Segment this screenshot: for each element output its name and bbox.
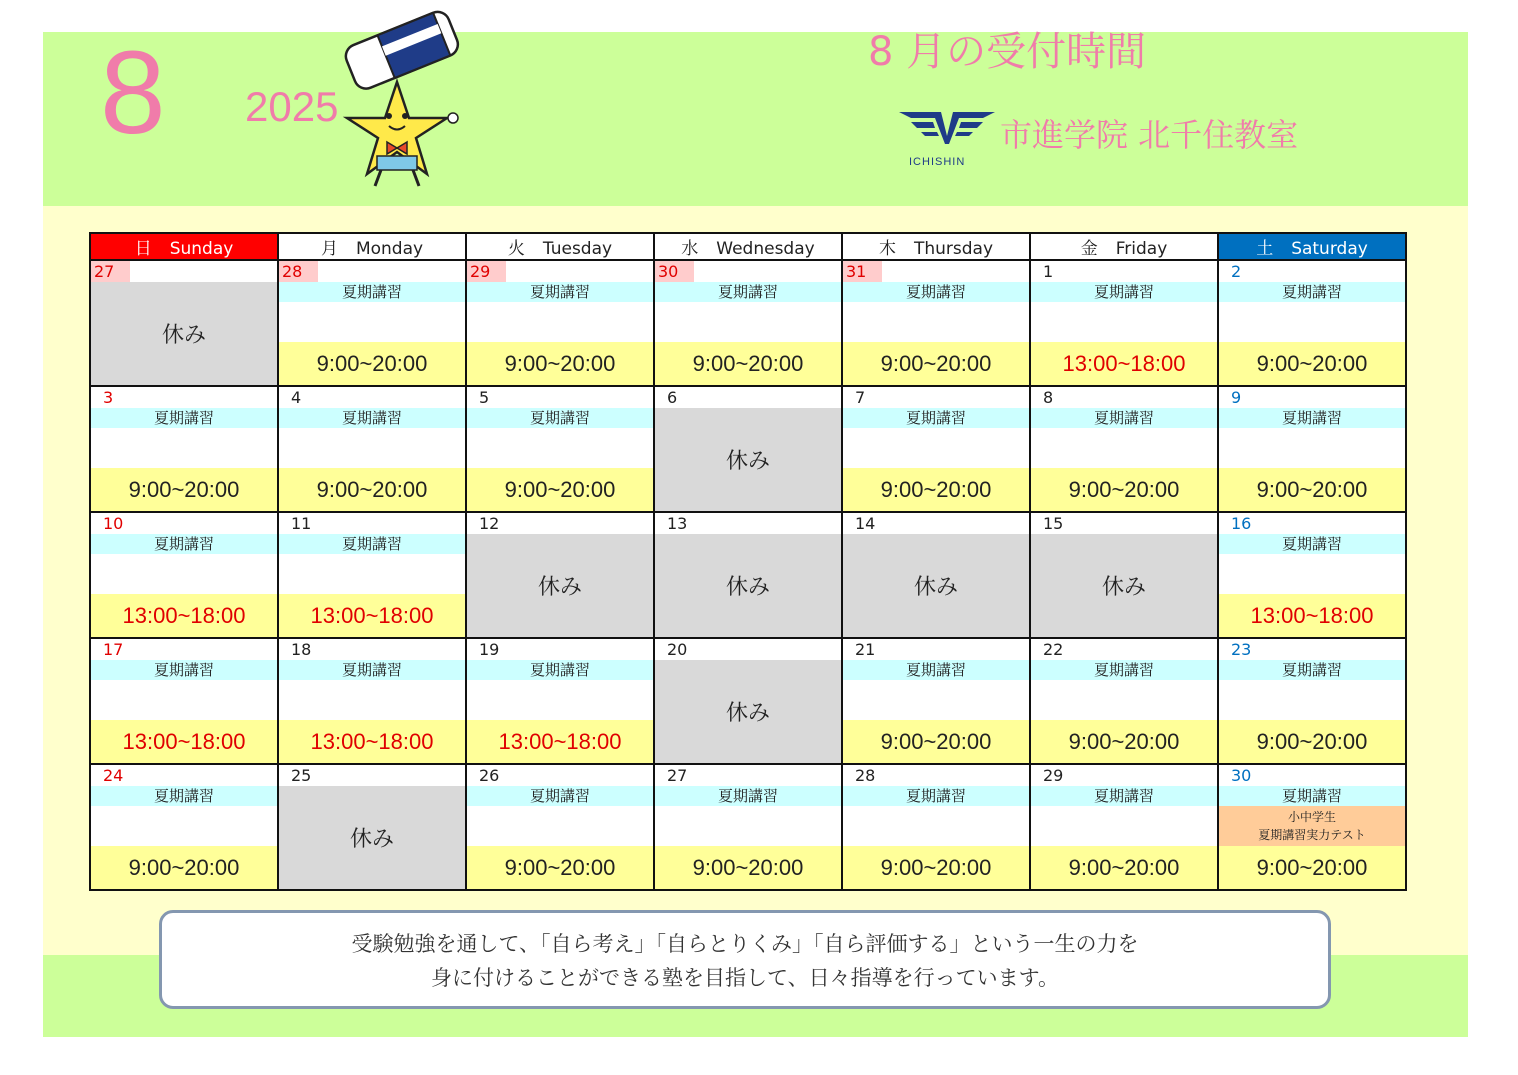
year-label: 2025 (245, 83, 339, 130)
weekday-en: Thursday (913, 239, 994, 259)
weekday-jp: 金 (1080, 239, 1098, 259)
course-label: 夏期講習 (1219, 660, 1405, 680)
day-number: 13 (667, 514, 688, 533)
note-area (1031, 806, 1217, 846)
note-area (655, 806, 841, 846)
day-number-row (1219, 639, 1405, 660)
calendar-day-cell (1218, 638, 1406, 764)
course-label: 夏期講習 (843, 786, 1029, 806)
note-area (1219, 302, 1405, 342)
weekday-jp: 火 (507, 239, 525, 259)
course-label: 夏期講習 (843, 282, 1029, 302)
reception-hours: 9:00~20:00 (1219, 846, 1405, 889)
day-number: 21 (855, 640, 876, 659)
day-number-row (467, 261, 653, 282)
course-label: 夏期講習 (1031, 660, 1217, 680)
note-area (91, 554, 277, 594)
day-number: 10 (103, 514, 124, 533)
day-number-row (1031, 765, 1217, 786)
reception-hours: 9:00~20:00 (91, 846, 277, 889)
weekday-header (90, 233, 278, 260)
note-area (843, 806, 1029, 846)
day-number: 30 (1231, 766, 1252, 785)
weekday-header-row (90, 233, 1406, 260)
reception-hours: 9:00~20:00 (467, 468, 653, 511)
short-hours: 13:00~18:00 (1031, 342, 1217, 385)
note-area (279, 302, 465, 342)
day-number-row (843, 765, 1029, 786)
calendar-day-cell (654, 512, 842, 638)
day-number: 3 (103, 388, 114, 407)
day-number-row (1219, 765, 1405, 786)
calendar-day-cell (842, 386, 1030, 512)
calendar-week-row (90, 386, 1406, 512)
course-label: 夏期講習 (467, 786, 653, 806)
course-label: 夏期講習 (279, 660, 465, 680)
reception-hours: 9:00~20:00 (91, 468, 277, 511)
motto-line-2: 身に付けることができる塾を目指して、日々指導を行っています。 (431, 966, 1059, 990)
reception-hours: 9:00~20:00 (1219, 720, 1405, 763)
calendar-day-cell (842, 764, 1030, 890)
calendar-day-cell (278, 512, 466, 638)
day-number: 9 (1231, 388, 1242, 407)
day-number: 28 (855, 766, 876, 785)
weekday-header (654, 233, 842, 260)
ichishin-logo (897, 106, 997, 168)
reception-hours: 9:00~20:00 (1219, 342, 1405, 385)
weekday-en: Friday (1115, 239, 1168, 259)
note-area (279, 428, 465, 468)
note-area (467, 680, 653, 720)
day-number-row (467, 639, 653, 660)
note-area (91, 680, 277, 720)
day-number-row (91, 765, 277, 786)
calendar-day-cell (278, 260, 466, 386)
day-number-row (91, 261, 277, 282)
calendar-day-cell (1030, 764, 1218, 890)
day-number: 29 (1043, 766, 1064, 785)
day-number-row (467, 513, 653, 534)
previous-month-date: 30 (655, 261, 694, 282)
reception-hours: 9:00~20:00 (279, 342, 465, 385)
calendar-day-cell (466, 764, 654, 890)
course-label: 夏期講習 (91, 534, 277, 554)
day-number-row (279, 513, 465, 534)
note-area (1031, 680, 1217, 720)
note-area (843, 302, 1029, 342)
day-number: 8 (1043, 388, 1054, 407)
calendar-day-cell (466, 386, 654, 512)
logo-text: ICHISHIN (909, 156, 966, 168)
course-label: 夏期講習 (843, 660, 1029, 680)
calendar-day-cell (466, 638, 654, 764)
day-number-row (91, 639, 277, 660)
day-number: 25 (291, 766, 312, 785)
short-hours: 13:00~18:00 (467, 720, 653, 763)
weekday-jp: 水 (681, 239, 699, 259)
calendar-day-cell (1218, 512, 1406, 638)
day-number: 12 (479, 514, 500, 533)
weekday-en: Sunday (169, 239, 234, 259)
short-hours: 13:00~18:00 (1219, 594, 1405, 637)
weekday-jp: 月 (320, 239, 338, 259)
note-area (843, 428, 1029, 468)
calendar-day-cell (654, 638, 842, 764)
calendar-day-cell (1218, 764, 1406, 890)
closed-label: 休み (1031, 534, 1217, 637)
calendar-day-cell (466, 512, 654, 638)
day-number-row (1219, 261, 1405, 282)
day-number-row (655, 639, 841, 660)
calendar-day-cell (654, 260, 842, 386)
eraser-star-mascot-icon (325, 6, 485, 196)
note-area (843, 680, 1029, 720)
note-area (1219, 554, 1405, 594)
course-label: 夏期講習 (1031, 408, 1217, 428)
previous-month-date: 31 (843, 261, 882, 282)
page-title: 8 月の受付時間 (868, 29, 1147, 75)
reception-hours: 9:00~20:00 (1031, 846, 1217, 889)
course-label: 夏期講習 (1031, 786, 1217, 806)
previous-month-date: 28 (279, 261, 318, 282)
day-number-row (467, 765, 653, 786)
day-number-row (1031, 639, 1217, 660)
calendar-week-row (90, 764, 1406, 890)
day-number-row (279, 387, 465, 408)
course-label: 夏期講習 (279, 282, 465, 302)
calendar-day-cell (842, 638, 1030, 764)
reception-hours: 9:00~20:00 (1031, 720, 1217, 763)
note-area (467, 428, 653, 468)
exam-note (1219, 806, 1405, 846)
school-motto-box (159, 910, 1331, 1009)
month-calendar (89, 232, 1407, 891)
day-number: 19 (479, 640, 500, 659)
exam-note-line: 小中学生 (1287, 810, 1336, 824)
weekday-jp: 木 (878, 239, 896, 259)
note-area (1031, 428, 1217, 468)
weekday-header (1218, 233, 1406, 260)
day-number-row (843, 639, 1029, 660)
course-label: 夏期講習 (1219, 282, 1405, 302)
note-area (467, 302, 653, 342)
day-number-row (279, 765, 465, 786)
day-number: 6 (667, 388, 678, 407)
reception-hours: 9:00~20:00 (843, 342, 1029, 385)
day-number: 23 (1231, 640, 1252, 659)
day-number-row (655, 387, 841, 408)
calendar-day-cell (466, 260, 654, 386)
note-area (1031, 302, 1217, 342)
course-label: 夏期講習 (467, 282, 653, 302)
closed-label: 休み (655, 534, 841, 637)
weekday-en: Monday (355, 239, 424, 259)
day-number: 18 (291, 640, 312, 659)
day-number-row (91, 513, 277, 534)
day-number: 27 (667, 766, 688, 785)
closed-label: 休み (655, 408, 841, 511)
closed-label: 休み (467, 534, 653, 637)
note-area (1219, 680, 1405, 720)
day-number-row (843, 513, 1029, 534)
day-number-row (655, 513, 841, 534)
calendar-week-row (90, 512, 1406, 638)
motto-line-1: 受験勉強を通して、「自ら考え」「自らとりくみ」「自ら評価する」という一生の力を (351, 932, 1139, 956)
day-number-row (279, 261, 465, 282)
day-number-row (1031, 387, 1217, 408)
weekday-header (466, 233, 654, 260)
note-area (655, 302, 841, 342)
day-number: 2 (1231, 262, 1242, 281)
closed-label: 休み (843, 534, 1029, 637)
course-label: 夏期講習 (91, 408, 277, 428)
note-area (279, 554, 465, 594)
day-number: 22 (1043, 640, 1064, 659)
previous-month-date: 29 (467, 261, 506, 282)
calendar-day-cell (90, 764, 278, 890)
day-number-row (655, 261, 841, 282)
note-area (91, 806, 277, 846)
note-area (279, 680, 465, 720)
day-number-row (1031, 261, 1217, 282)
day-number-row (91, 387, 277, 408)
calendar-day-cell (278, 764, 466, 890)
closed-label: 休み (279, 786, 465, 889)
previous-month-date: 27 (91, 261, 130, 282)
day-number-row (467, 387, 653, 408)
calendar-day-cell (842, 260, 1030, 386)
school-name: 市進学院 北千住教室 (1000, 116, 1299, 154)
day-number: 17 (103, 640, 124, 659)
note-area (467, 806, 653, 846)
day-number: 20 (667, 640, 688, 659)
calendar-day-cell (842, 512, 1030, 638)
day-number: 1 (1043, 262, 1054, 281)
day-number: 14 (855, 514, 876, 533)
day-number-row (843, 261, 1029, 282)
weekday-en: Saturday (1291, 239, 1368, 259)
calendar-day-cell (654, 764, 842, 890)
course-label: 夏期講習 (1219, 786, 1405, 806)
exam-note-line: 夏期講習実力テスト (1258, 828, 1366, 842)
reception-hours: 9:00~20:00 (655, 342, 841, 385)
closed-label: 休み (91, 282, 277, 385)
weekday-jp: 日 (134, 239, 152, 259)
weekday-header (278, 233, 466, 260)
course-label: 夏期講習 (1031, 282, 1217, 302)
day-number-row (1219, 387, 1405, 408)
day-number-row (843, 387, 1029, 408)
month-number: 8 (100, 27, 166, 159)
short-hours: 13:00~18:00 (279, 720, 465, 763)
weekday-header (1030, 233, 1218, 260)
reception-hours: 9:00~20:00 (843, 468, 1029, 511)
calendar-day-cell (1218, 260, 1406, 386)
course-label: 夏期講習 (843, 408, 1029, 428)
short-hours: 13:00~18:00 (91, 720, 277, 763)
day-number-row (655, 765, 841, 786)
course-label: 夏期講習 (91, 786, 277, 806)
day-number: 16 (1231, 514, 1252, 533)
reception-hours: 9:00~20:00 (655, 846, 841, 889)
calendar-week-row (90, 260, 1406, 386)
course-label: 夏期講習 (467, 408, 653, 428)
calendar-day-cell (654, 386, 842, 512)
course-label: 夏期講習 (1219, 408, 1405, 428)
reception-hours: 9:00~20:00 (1031, 468, 1217, 511)
calendar-day-cell (90, 260, 278, 386)
calendar-day-cell (1218, 386, 1406, 512)
day-number: 11 (291, 514, 312, 533)
day-number: 4 (291, 388, 302, 407)
reception-hours: 9:00~20:00 (279, 468, 465, 511)
weekday-en: Tuesday (542, 239, 613, 259)
calendar-day-cell (90, 386, 278, 512)
course-label: 夏期講習 (279, 408, 465, 428)
day-number-row (1219, 513, 1405, 534)
calendar-day-cell (278, 386, 466, 512)
calendar-day-cell (1030, 260, 1218, 386)
day-number: 24 (103, 766, 124, 785)
calendar-day-cell (278, 638, 466, 764)
course-label: 夏期講習 (279, 534, 465, 554)
closed-label: 休み (655, 660, 841, 763)
day-number-row (279, 639, 465, 660)
weekday-jp: 土 (1256, 239, 1274, 259)
course-label: 夏期講習 (1219, 534, 1405, 554)
reception-hours: 9:00~20:00 (843, 720, 1029, 763)
course-label: 夏期講習 (467, 660, 653, 680)
weekday-en: Wednesday (716, 239, 815, 259)
calendar-day-cell (1030, 512, 1218, 638)
note-area (91, 428, 277, 468)
ichishin-wing-logo-icon (897, 106, 997, 156)
reception-hours: 9:00~20:00 (1219, 468, 1405, 511)
reception-hours: 9:00~20:00 (467, 846, 653, 889)
day-number: 7 (855, 388, 866, 407)
reception-hours: 9:00~20:00 (843, 846, 1029, 889)
calendar-day-cell (1030, 386, 1218, 512)
day-number-row (1031, 513, 1217, 534)
reception-hours: 9:00~20:00 (467, 342, 653, 385)
short-hours: 13:00~18:00 (279, 594, 465, 637)
calendar-day-cell (90, 512, 278, 638)
course-label: 夏期講習 (655, 282, 841, 302)
calendar-day-cell (90, 638, 278, 764)
course-label: 夏期講習 (91, 660, 277, 680)
note-area (1219, 428, 1405, 468)
day-number: 15 (1043, 514, 1064, 533)
day-number: 26 (479, 766, 500, 785)
weekday-header (842, 233, 1030, 260)
short-hours: 13:00~18:00 (91, 594, 277, 637)
calendar-week-row (90, 638, 1406, 764)
day-number: 5 (479, 388, 490, 407)
calendar-day-cell (1030, 638, 1218, 764)
course-label: 夏期講習 (655, 786, 841, 806)
